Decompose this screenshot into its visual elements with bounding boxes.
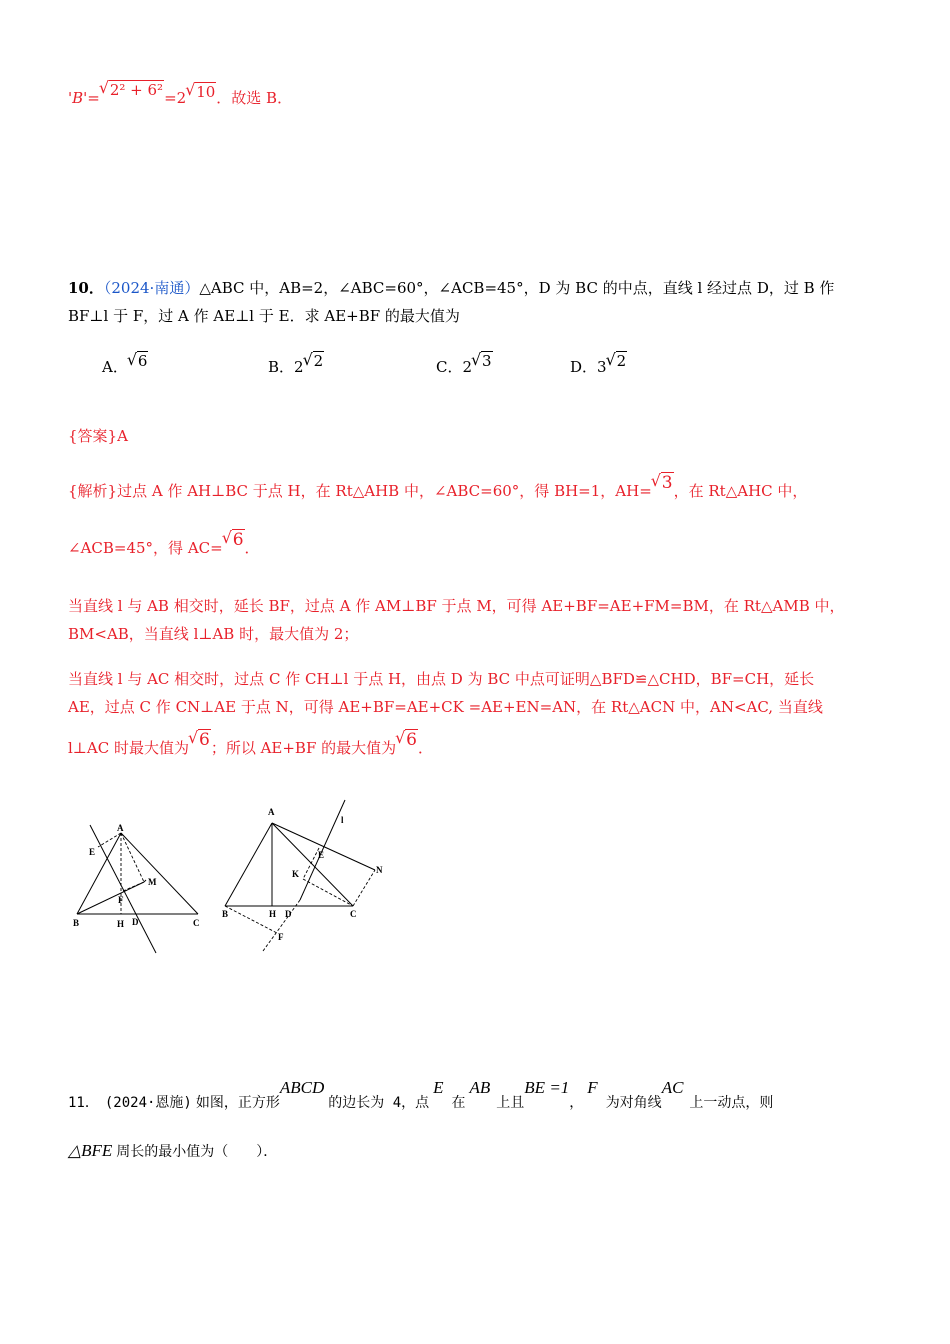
q10-case2-line1: 当直线 l 与 AC 相交时，过点 C 作 CH⊥l 于点 H，由点 D 为 BC 中点可证明△BFD≌△CHD，BF=CH，延长 [68, 670, 815, 688]
fig2-label-n: N [376, 865, 383, 875]
fig2-label-a: A [268, 807, 275, 817]
fig2-line-l-ext [263, 900, 300, 951]
fig1-label-c: C [193, 918, 200, 928]
sqrt-ah: √ 3 [652, 473, 674, 493]
q10-answer: {答案}A [68, 427, 128, 445]
q10-case1-line1: 当直线 l 与 AB 相交时，延长 BF，过点 A 作 AM⊥BF 于点 M，可得 AE+BF=AE+FM=BM，在 Rt△AMB 中， [68, 597, 845, 615]
fig1-line-ac [121, 833, 198, 914]
fig1-seg-am [121, 833, 144, 882]
fig2-label-b: B [222, 909, 229, 919]
q11-line2: △BFE 周长的最小值为（ ）． [68, 1141, 278, 1160]
var-ab: AB [469, 1078, 491, 1097]
q10-option-c: C．2√ 3 [436, 356, 493, 377]
prev-tail: ．故选 B． [216, 89, 293, 107]
var-e: E [433, 1078, 444, 1097]
fig2-line-an [272, 823, 375, 870]
q10-source: （2024·南通） [103, 279, 200, 297]
q10-stem-line1 [68, 278, 834, 298]
fig2-seg-cn [353, 870, 375, 906]
q10-number: 10． [68, 279, 104, 297]
sqrt-option-d: √ 2 [607, 352, 628, 370]
q10-analysis-line1: {解析}过点 A 作 AH⊥BC 于点 H，在 Rt△AHB 中，∠ABC=60°，得 BH=1，AH=√ 3，在 Rt△AHC 中， [68, 481, 807, 501]
var-triangle-bfe: △BFE [68, 1141, 113, 1160]
prev-answer-line [68, 81, 293, 108]
fig1-label-d: D [132, 917, 139, 927]
q10-analysis-line2: ∠ACB=45°，得 AC=√ 6． [68, 538, 260, 558]
fig1-label-a: A [117, 823, 124, 833]
sqrt-option-b: √ 2 [304, 352, 325, 370]
fig1-label-e: E [89, 847, 96, 857]
figure-2 [215, 795, 395, 955]
fig1-label-f: F [118, 895, 124, 905]
fig2-label-f: F [278, 932, 284, 942]
sqrt-max-1: √ 6 [189, 730, 211, 750]
var-ac: AC [661, 1078, 684, 1097]
fig1-line-ab [77, 833, 121, 914]
q10-option-d: D．3√ 2 [570, 356, 627, 377]
fig1-line-l [90, 825, 156, 953]
q10-case1-line2: BM<AB，当直线 l⊥AB 时，最大值为 2； [68, 625, 359, 643]
sqrt-option-c: √ 3 [472, 352, 493, 370]
sqrt-option-a: √ 6 [128, 352, 149, 370]
fig2-label-c: C [350, 909, 357, 919]
fig1-line-bm [144, 880, 146, 882]
sqrt-expr-2: √ 10 [186, 82, 216, 102]
var-be: BE =1 [524, 1078, 570, 1097]
var-abcd: ABCD [279, 1078, 325, 1097]
fig2-seg-kc [303, 879, 353, 906]
q10-case2-line3: l⊥AC 时最大值为√ 6；所以 AE+BF 的最大值为√ 6． [68, 738, 433, 758]
fig2-line-ac [272, 823, 353, 906]
fig2-label-h: H [269, 909, 277, 919]
prev-mid: =2 [164, 89, 187, 107]
fig2-label-l: l [341, 815, 344, 825]
fig1-label-h: H [117, 919, 125, 929]
sqrt-expr-1: √ 2² + 6² [100, 80, 164, 100]
fig1-label-b: B [73, 918, 80, 928]
q10-stem-line2 [68, 306, 460, 326]
figure-1 [68, 815, 208, 960]
q11-number: 11． [68, 1095, 99, 1111]
prev-prefix: 'B'= [68, 89, 100, 107]
fig2-label-k: K [292, 869, 300, 879]
q10-option-a: A．√ 6 [102, 356, 148, 377]
q11-source: (2024·恩施) [104, 1095, 192, 1111]
fig1-label-m: M [148, 877, 157, 887]
fig2-label-e: E [318, 850, 325, 860]
fig2-line-ab [225, 823, 272, 906]
fig2-label-d: D [285, 909, 292, 919]
var-f: F [587, 1078, 598, 1097]
sqrt-max-2: √ 6 [396, 730, 418, 750]
q10-stem1: △ABC 中，AB=2，∠ABC=60°，∠ACB=45°，D 为 BC 的中点，直线 l 经过点 D，过 B 作 [199, 279, 835, 297]
q10-stem2: BF⊥l 于 F，过 A 作 AE⊥l 于 E．求 AE+BF 的最大值为 [68, 307, 460, 325]
q10-case2-line2: AE，过点 C 作 CN⊥AE 于点 N，可得 AE+BF=AE+CK =AE+EN=AN，在 Rt△ACN 中，AN<AC, 当直线 [68, 698, 823, 716]
q11-line1: 11． (2024·恩施) 如图，正方形ABCD的边长为 4，点E在AB上且BE =1，F为对角线AC上一动点，则 [68, 1078, 774, 1111]
sqrt-ac: √ 6 [223, 530, 245, 550]
q10-option-b: B．2√ 2 [268, 356, 324, 377]
